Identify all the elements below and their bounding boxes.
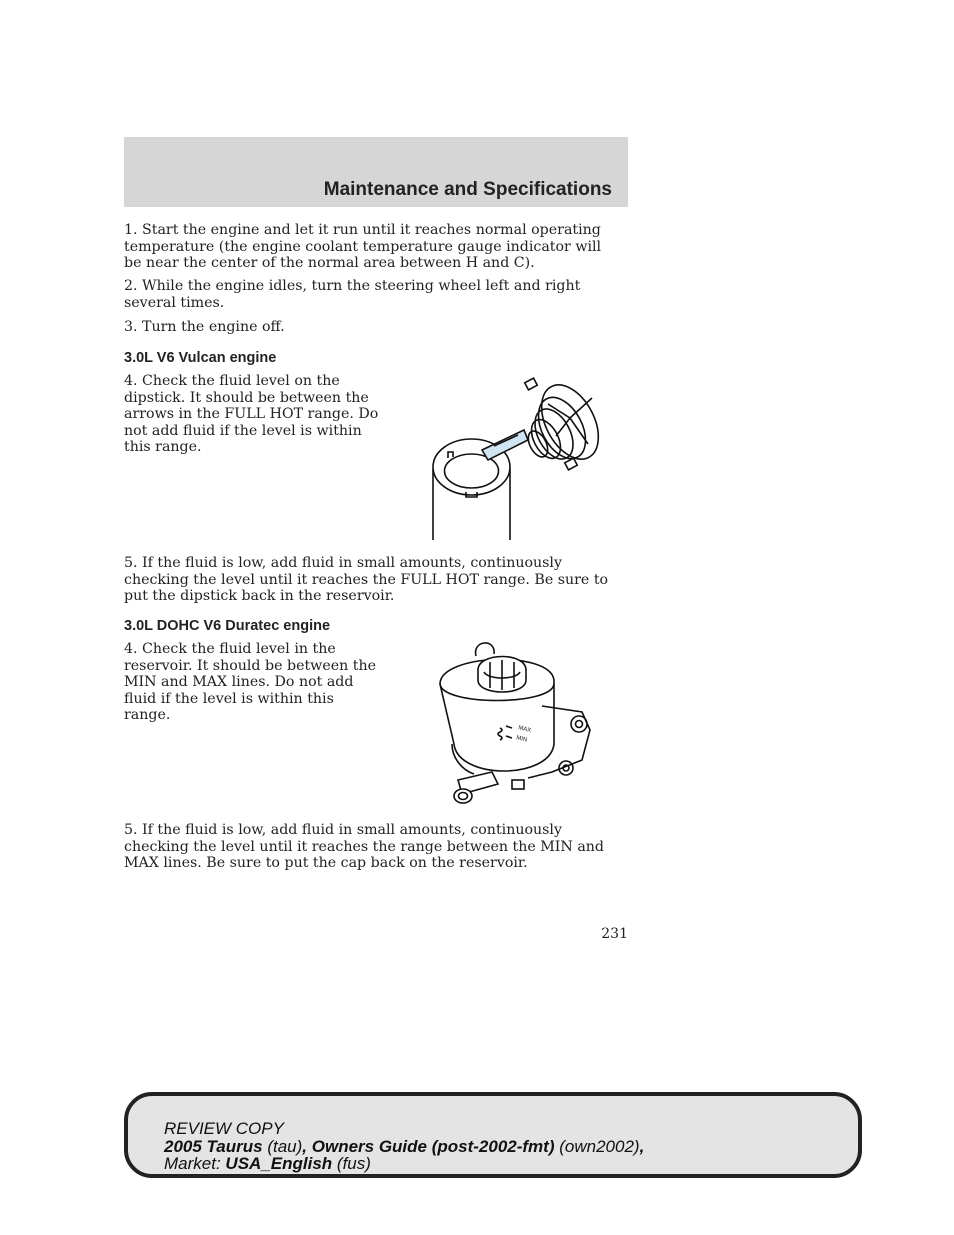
footer-market: USA_English [225,1154,333,1173]
min-line-label: MIN [515,735,528,744]
footer-market-line [164,1155,644,1173]
step-1-text: 1. Start the engine and let it run until it reaches normal operating temperature (the engine coolant temperature gauge indicator will be near the center of the normal area between H and C). [124,222,602,272]
step-3-text: 3. Turn the engine off. [124,319,285,335]
page-number: 231 [601,926,628,942]
footer-model-code: (tau) [267,1136,303,1156]
duratec-heading: 3.0L DOHC V6 Duratec engine [124,618,331,634]
footer-model-line [164,1138,644,1156]
footer-guide-code: (own2002) [559,1136,640,1156]
footer-market-label: Market: [164,1154,221,1173]
footer-model: 2005 Taurus [164,1136,263,1156]
duratec-step-4-text: 4. Check the fluid level in the reservoir. It should be between the MIN and MAX lines. Do not add fluid if the level is within this range. [124,641,376,724]
vulcan-step-5-text: 5. If the fluid is low, add fluid in small amounts, continuously checking the level until it reaches the FULL HOT range. Be sure to put the dipstick back in the reservoir. [124,555,609,605]
duratec-step-5-text: 5. If the fluid is low, add fluid in small amounts, continuously checking the level until it reaches the range between the MIN and MAX lines. Be sure to put the cap back on the reservoir. [124,822,604,872]
footer-guide: , Owners Guide (post-2002-fmt) [302,1136,555,1156]
duratec-reservoir-illustration [432,640,597,812]
vulcan-heading: 3.0L V6 Vulcan engine [124,350,277,366]
max-line-label: MAX [517,725,532,735]
section-title: Maintenance and Specifications [323,179,612,200]
footer-market-code: (fus) [336,1154,371,1173]
vulcan-step-4-text: 4. Check the fluid level on the dipstick. It should be between the arrows in the FULL HOT range. Do not add fluid if the level is within this range. [124,373,379,456]
step-2-text: 2. While the engine idles, turn the steering wheel left and right several times. [124,278,581,311]
vulcan-dipstick-illustration [420,374,610,542]
footer-text [164,1120,644,1173]
footer-comma: , [639,1136,645,1156]
section-header-bar [124,137,628,207]
footer-review-copy: REVIEW COPY [164,1119,284,1138]
review-copy-footer [124,1092,862,1178]
